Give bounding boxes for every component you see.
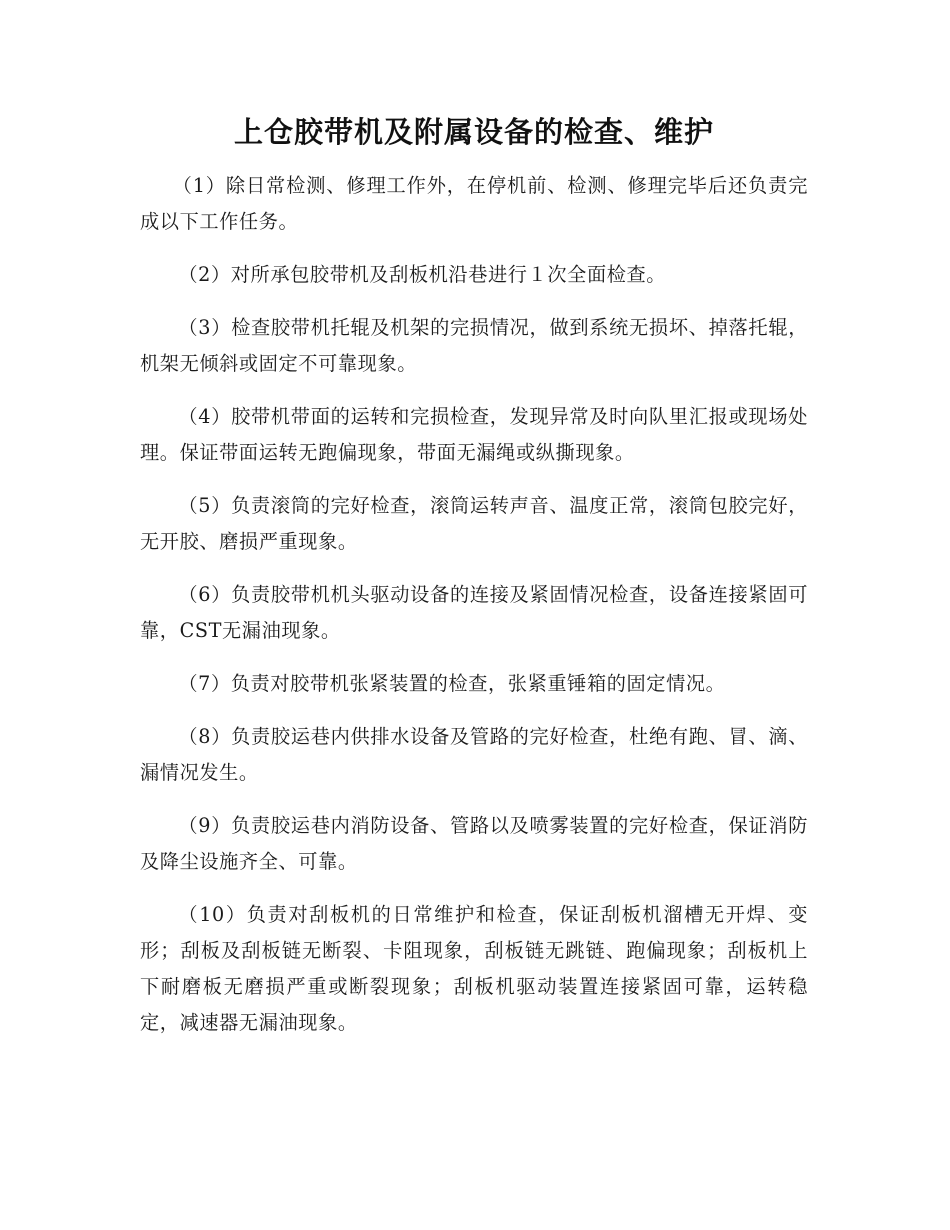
paragraph-8: （8）负责胶运巷内供排水设备及管路的完好检查，杜绝有跑、冒、滴、漏情况发生。 [140, 725, 808, 784]
paragraph-3: （3）检查胶带机托辊及机架的完损情况，做到系统无损坏、掉落托辊，机架无倾斜或固定不可靠现象。 [140, 316, 808, 375]
paragraph-2: （2）对所承包胶带机及刮板机沿巷进行１次全面检查。 [178, 263, 667, 286]
paragraph-9: （9）负责胶运巷内消防设备、管路以及喷雾装置的完好检查，保证消防及降尘设施齐全、可靠。 [140, 814, 808, 873]
document-title: 上仓胶带机及附属设备的检查、维护 [233, 115, 714, 149]
paragraph-1: （1）除日常检测、修理工作外，在停机前、检测、修理完毕后还负责完成以下工作任务。 [140, 174, 808, 233]
paragraph-7: （7）负责对胶带机张紧装置的检查，张紧重锤箱的固定情况。 [178, 672, 726, 695]
paragraph-10: （10）负责对刮板机的日常维护和检查，保证刮板机溜槽无开焊、变形；刮板及刮板链无断裂、卡阻现象，刮板链无跳链、跑偏现象；刮板机上下耐磨板无磨损严重或断裂现象；刮板机驱动装置连接紧固可靠，运转稳定，减速器无漏油现象。 [140, 903, 808, 1034]
paragraph-5: （5）负责滚筒的完好检查，滚筒运转声音、温度正常，滚筒包胶完好，无开胶、磨损严重现象。 [140, 494, 808, 553]
paragraph-6: （6）负责胶带机机头驱动设备的连接及紧固情况检查，设备连接紧固可靠，CST无漏油现象。 [140, 583, 808, 642]
paragraph-4: （4）胶带机带面的运转和完损检查，发现异常及时向队里汇报或现场处理。保证带面运转无跑偏现象，带面无漏绳或纵撕现象。 [140, 405, 808, 464]
